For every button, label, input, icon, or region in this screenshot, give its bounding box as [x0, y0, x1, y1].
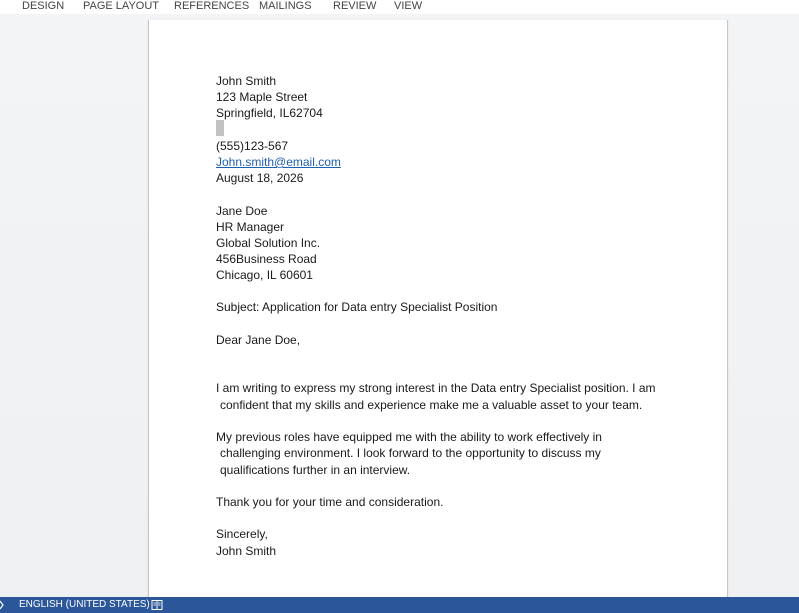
- tab-references[interactable]: REFERENCES: [174, 0, 250, 12]
- proofing-book-icon[interactable]: [151, 599, 163, 611]
- sender-city: Springfield, IL62704: [216, 106, 323, 120]
- letter-date: August 18, 2026: [216, 171, 304, 185]
- recipient-title: HR Manager: [216, 220, 285, 234]
- tab-review[interactable]: REVIEW: [333, 0, 377, 12]
- tab-page-layout[interactable]: PAGE LAYOUT: [83, 0, 160, 12]
- recipient-city: Chicago, IL 60601: [216, 268, 313, 282]
- letter-subject: Subject: Application for Data entry Specialist Position: [216, 300, 498, 314]
- status-bar: [0, 597, 799, 613]
- paragraph-2-line-2: challenging environment. I look forward to the opportunity to discuss my: [220, 446, 601, 460]
- text-selection-marker: [216, 120, 224, 136]
- language-indicator[interactable]: ENGLISH (UNITED STATES): [19, 599, 150, 610]
- recipient-street: 456Business Road: [216, 252, 317, 266]
- paragraph-1-line-1: I am writing to express my strong interest in the Data entry Specialist position. I am: [216, 381, 656, 395]
- sender-email-link[interactable]: John.smith@email.com: [216, 155, 341, 169]
- paragraph-2-line-3: qualifications further in an interview.: [220, 463, 411, 477]
- recipient-name: Jane Doe: [216, 204, 268, 218]
- tab-mailings[interactable]: MAILINGS: [259, 0, 312, 12]
- sender-name: John Smith: [216, 74, 277, 88]
- letter-closing: Sincerely,: [216, 527, 268, 541]
- status-indicator-icon[interactable]: [0, 600, 4, 610]
- tab-design[interactable]: DESIGN: [22, 0, 65, 12]
- paragraph-2-line-1: My previous roles have equipped me with the ability to work effectively in: [216, 430, 602, 444]
- ribbon-tab-bar: [0, 0, 799, 14]
- paragraph-1-line-2: confident that my skills and experience make me a valuable asset to your team.: [220, 398, 643, 412]
- letter-thanks: Thank you for your time and consideration.: [216, 495, 444, 509]
- letter-salutation: Dear Jane Doe,: [216, 333, 301, 347]
- letter-signature: John Smith: [216, 544, 277, 558]
- sender-street: 123 Maple Street: [216, 90, 308, 104]
- recipient-company: Global Solution Inc.: [216, 236, 321, 250]
- sender-phone: (555)123-567: [216, 139, 289, 153]
- tab-view[interactable]: VIEW: [394, 0, 423, 12]
